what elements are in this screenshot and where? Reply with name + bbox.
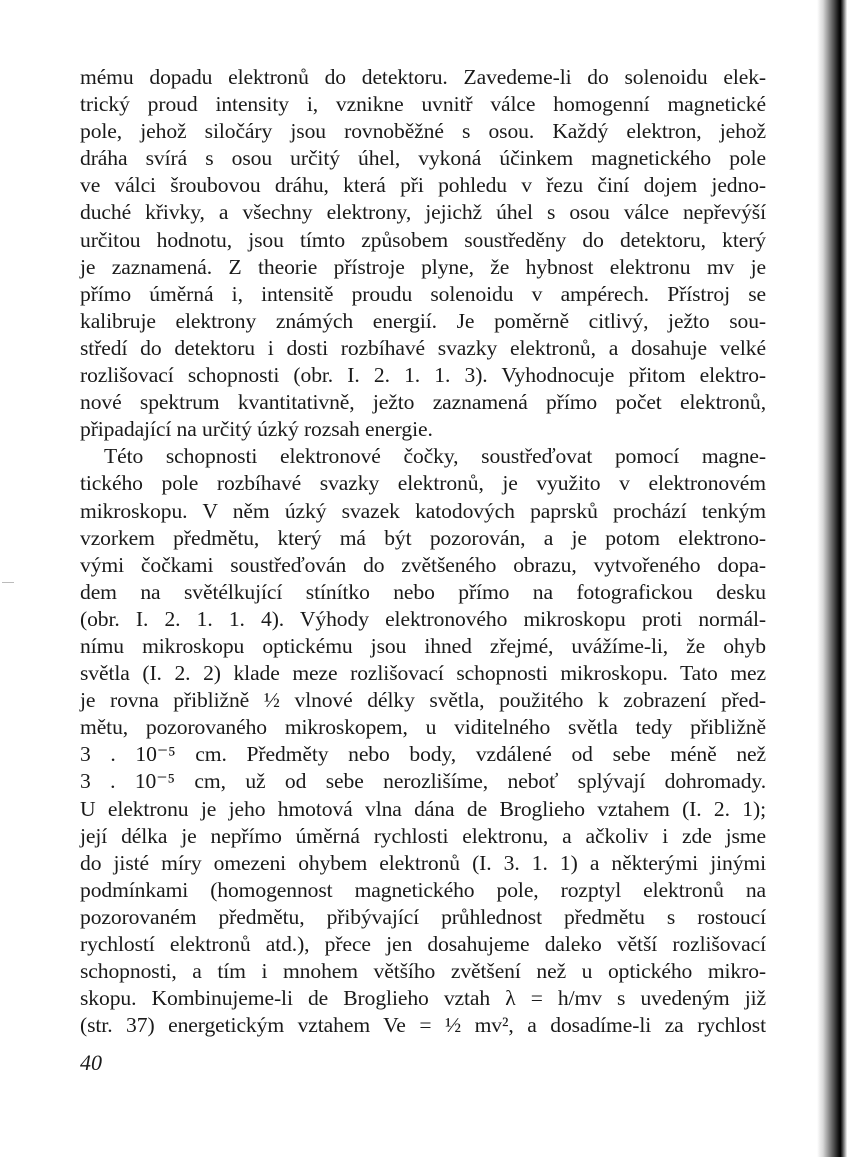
scan-artifact bbox=[2, 582, 14, 583]
text-line: přímo úměrná i, intensitě proudu solenoidu v ampérech. Přístroj se bbox=[80, 281, 766, 306]
page-body bbox=[80, 64, 766, 1039]
text-line: vzorkem předmětu, který má být pozorován, a je potom elektrono- bbox=[80, 525, 766, 550]
text-line: její délka je nepřímo úměrná rychlosti elektronu, a ačkoliv i zde jsme bbox=[80, 823, 766, 848]
text-line: rozlišovací schopnosti (obr. I. 2. 1. 1. 3). Vyhodnocuje přitom elektro- bbox=[80, 363, 766, 388]
text-line: schopnosti, a tím i mnohem většího zvětšení než u optického mikro- bbox=[80, 959, 766, 984]
text-line: mětu, pozorovaného mikroskopem, u viditelného světla tedy přibližně bbox=[80, 715, 766, 740]
text-line: podmínkami (homogennost magnetického pole, rozptyl elektronů na bbox=[80, 877, 766, 902]
text-line: dráha svírá s osou určitý úhel, vykoná účinkem magnetického pole bbox=[80, 146, 766, 171]
text-line: středí do detektoru i dosti rozbíhavé svazky elektronů, a dosahuje velké bbox=[80, 335, 766, 360]
text-line: pole, jehož siločáry jsou rovnoběžné s osou. Každý elektron, jehož bbox=[80, 119, 766, 144]
text-line: světla (I. 2. 2) klade meze rozlišovací schopnosti mikroskopu. Tato mez bbox=[80, 661, 766, 686]
text-line: skopu. Kombinujeme-li de Broglieho vztah λ = h/mv s uvedeným již bbox=[80, 986, 766, 1011]
text-line: rychlostí elektronů atd.), přece jen dosahujeme daleko větší rozlišovací bbox=[80, 932, 766, 956]
text-line: mikroskopu. V něm úzký svazek katodových paprsků prochází tenkým bbox=[80, 498, 766, 523]
page-number: 40 bbox=[80, 1050, 102, 1075]
text-line: duché křivky, a všechny elektrony, jejichž úhel s osou válce nepřevýší bbox=[80, 200, 766, 225]
text-line: trický proud intensity i, vznikne uvnitř válce homogenní magnetické bbox=[80, 92, 766, 117]
text-line: U elektronu je jeho hmotová vlna dána de Broglieho vztahem (I. 2. 1); bbox=[80, 796, 766, 821]
text-line: vými čočkami soustřeďován do zvětšeného obrazu, vytvořeného dopa- bbox=[80, 552, 766, 577]
text-line: (obr. I. 2. 1. 1. 4). Výhody elektronového mikroskopu proti normál- bbox=[80, 606, 766, 631]
text-line: je rovna přibližně ½ vlnové délky světla, použitého k zobrazení před- bbox=[80, 688, 766, 713]
text-line: kalibruje elektrony známých energií. Je poměrně citlivý, ježto sou- bbox=[80, 308, 766, 333]
paragraph-start-line: Této schopnosti elektronové čočky, soustřeďovat pomocí magne- bbox=[104, 444, 766, 469]
text-line: (str. 37) energetickým vztahem Ve = ½ mv², a dosadíme-li za rychlost bbox=[80, 1013, 766, 1038]
text-line: pozorovaném předmětu, přibývající průhlednost předmětu s rostoucí bbox=[80, 904, 766, 929]
text-line: tického pole rozbíhavé svazky elektronů, je využito v elektronovém bbox=[80, 471, 766, 496]
text-line: mému dopadu elektronů do detektoru. Zavedeme-li do solenoidu elek- bbox=[80, 65, 766, 89]
text-line: 3 . 10⁻⁵ cm, už od sebe nerozlišíme, neboť splývají dohromady. bbox=[80, 769, 766, 794]
text-line: určitou hodnotu, jsou tímto způsobem soustředěny do detektoru, který bbox=[80, 227, 766, 252]
text-line: nové spektrum kvantitativně, ježto zaznamená přímo počet elektronů, bbox=[80, 390, 766, 415]
paragraph-end-line: připadající na určitý úzký rozsah energie. bbox=[80, 417, 433, 442]
text-line: je zaznamená. Z theorie přístroje plyne, že hybnost elektronu mv je bbox=[80, 254, 766, 279]
text-line: 3 . 10⁻⁵ cm. Předměty nebo body, vzdálené od sebe méně než bbox=[80, 742, 766, 767]
text-line: ve válci šroubovou dráhu, která při pohledu v řezu činí dojem jedno- bbox=[80, 173, 766, 198]
book-binding-shadow bbox=[817, 0, 847, 1157]
text-line: do jisté míry omezeni ohybem elektronů (I. 3. 1. 1) a některými jinými bbox=[80, 850, 766, 875]
text-line: nímu mikroskopu optickému jsou ihned zřejmé, uvážíme-li, že ohyb bbox=[80, 633, 766, 658]
text-line: dem na světélkující stínítko nebo přímo na fotografickou desku bbox=[80, 579, 766, 604]
